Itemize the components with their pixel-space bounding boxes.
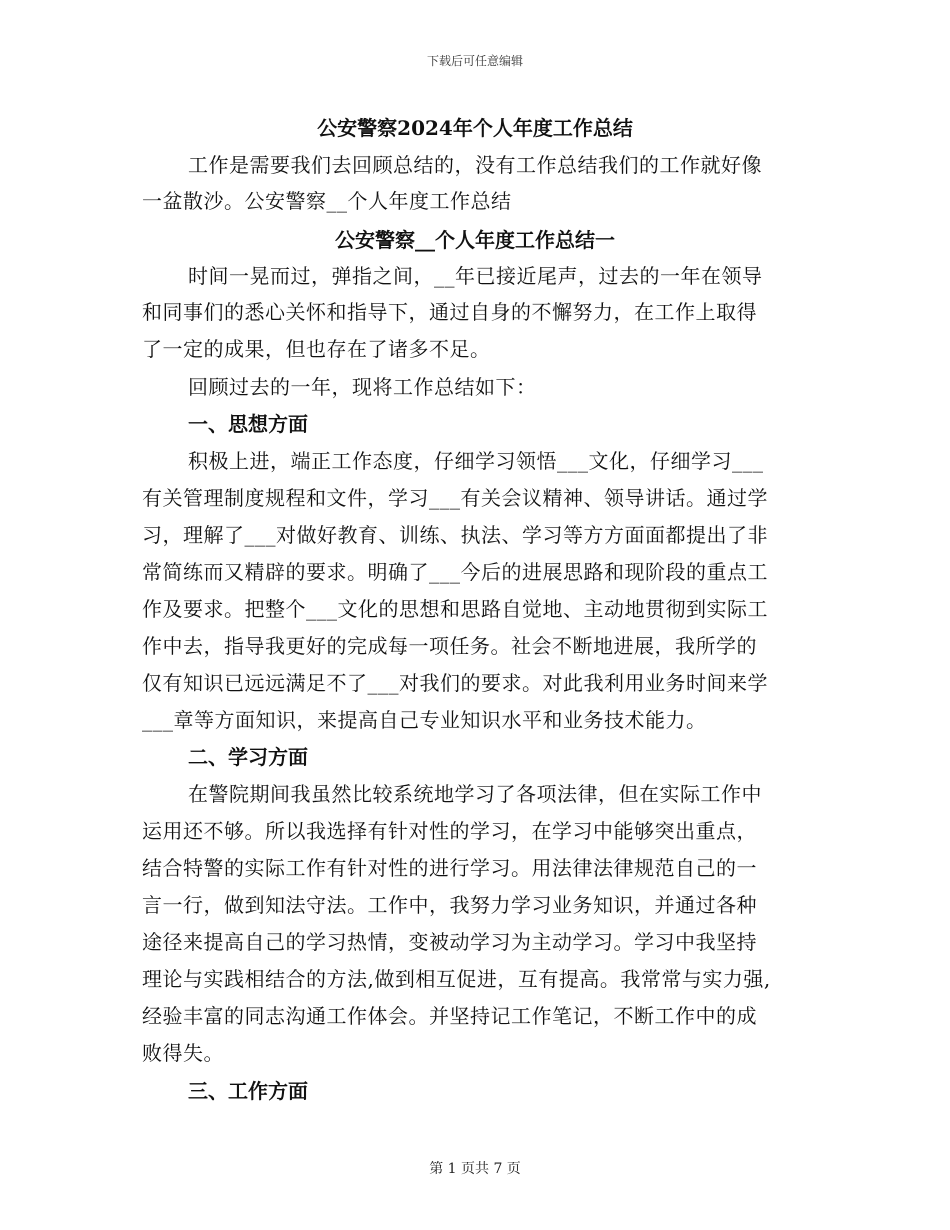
paragraph-line: 回顾过去的一年，现将工作总结如下： <box>188 375 537 399</box>
section-subtitle: 公安警察__个人年度工作总结一 <box>335 228 615 252</box>
paragraph-line: 在警院期间我虽然比较系统地学习了各项法律，但在实际工作中 <box>188 782 762 806</box>
section-heading: 一、思想方面 <box>188 412 308 436</box>
paragraph-line: 理论与实践相结合的方法,做到相互促进，互有提高。我常常与实力强, <box>142 967 771 991</box>
section-heading: 二、学习方面 <box>188 745 308 769</box>
paragraph-line: 运用还不够。所以我选择有针对性的学习，在学习中能够突出重点， <box>142 819 757 843</box>
paragraph-line: 言一行，做到知法守法。工作中，我努力学习业务知识，并通过各种 <box>142 893 757 917</box>
intro-line: 工作是需要我们去回顾总结的，没有工作总结我们的工作就好像 <box>188 153 762 177</box>
paragraph-line: 积极上进，端正工作态度，仔细学习领悟___文化，仔细学习___ <box>188 449 764 473</box>
paragraph-line: 作及要求。把整个___文化的思想和思路自觉地、主动地贯彻到实际工 <box>142 597 768 621</box>
intro-line: 一盆散沙。公安警察__个人年度工作总结 <box>142 189 512 213</box>
paragraph-line: 习，理解了___对做好教育、训练、执法、学习等方方面面都提出了非 <box>142 523 768 547</box>
paragraph-line: 了一定的成果，但也存在了诸多不足。 <box>142 337 491 361</box>
paragraph-line: 和同事们的悉心关怀和指导下，通过自身的不懈努力，在工作上取得 <box>142 300 757 324</box>
paragraph-line: 作中去，指导我更好的完成每一项任务。社会不断地进展，我所学的 <box>142 634 757 658</box>
paragraph-line: 仅有知识已远远满足不了___对我们的要求。对此我利用业务时间来学 <box>142 671 768 695</box>
paragraph-line: 途径来提高自己的学习热情，变被动学习为主动学习。学习中我坚持 <box>142 930 757 954</box>
paragraph-line: 败得失。 <box>142 1041 224 1065</box>
section-heading: 三、工作方面 <box>188 1079 308 1103</box>
paragraph-line: 时间一晃而过，弹指之间，__年已接近尾声，过去的一年在领导 <box>188 264 763 288</box>
page-footer: 第 1 页共 7 页 <box>429 1161 521 1177</box>
paragraph-line: ___章等方面知识，来提高自己专业知识水平和业务技术能力。 <box>142 708 707 732</box>
paragraph-line: 常简练而又精辟的要求。明确了___今后的进展思路和现阶段的重点工 <box>142 560 768 584</box>
paragraph-line: 结合特警的实际工作有针对性的进行学习。用法律法律规范自己的一 <box>142 856 757 880</box>
paragraph-line: 经验丰富的同志沟通工作体会。并坚持记工作笔记，不断工作中的成 <box>142 1004 757 1028</box>
paragraph-line: 有关管理制度规程和文件，学习___有关会议精神、领导讲话。通过学 <box>142 486 768 510</box>
page-header: 下载后可任意编辑 <box>426 54 523 68</box>
document-title: 公安警察2024年个人年度工作总结 <box>317 116 633 140</box>
